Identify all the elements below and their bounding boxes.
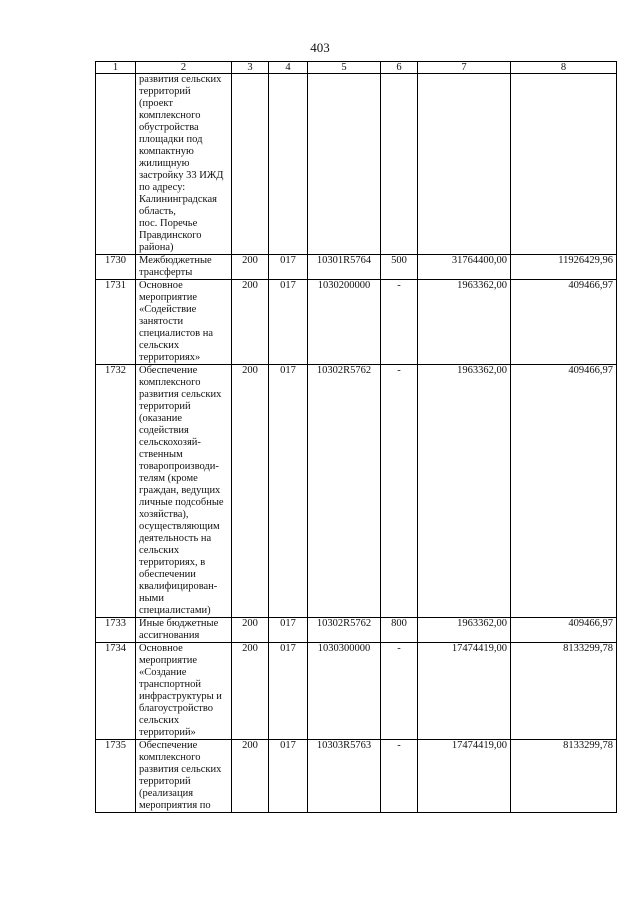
row-description: Основное мероприятие «Содействие занятости специалистов на сельских территориях» — [136, 280, 232, 365]
amount-actual: 409466,97 — [511, 280, 617, 365]
target-code: 10301R5764 — [308, 255, 381, 280]
col3-code: 200 — [232, 255, 269, 280]
row-number: 1733 — [96, 618, 136, 643]
header-row — [96, 62, 617, 74]
expense-type: - — [381, 365, 418, 618]
table-row — [96, 643, 617, 740]
row-description: развития сельских территорий (проект комплексного обустройства площадки под компактную жилищную застройку 33 ИЖД по адресу: Калининградская область, пос. Поречье Правдинского района) — [136, 74, 232, 255]
row-number: 1734 — [96, 643, 136, 740]
col3-code: 200 — [232, 740, 269, 813]
expense-type: - — [381, 280, 418, 365]
table-row — [96, 365, 617, 618]
column-header-7: 7 — [418, 62, 511, 74]
amount-actual: 409466,97 — [511, 618, 617, 643]
col4-code: 017 — [269, 618, 308, 643]
col3-code: 200 — [232, 280, 269, 365]
col3-code — [232, 74, 269, 255]
row-description: Межбюджетные трансферты — [136, 255, 232, 280]
col3-code: 200 — [232, 365, 269, 618]
column-header-2: 2 — [136, 62, 232, 74]
table-row — [96, 255, 617, 280]
col4-code: 017 — [269, 280, 308, 365]
expense-type: - — [381, 643, 418, 740]
row-description: Основное мероприятие «Создание транспортной инфраструктуры и благоустройство сельских территорий» — [136, 643, 232, 740]
target-code: 10302R5762 — [308, 618, 381, 643]
col4-code: 017 — [269, 365, 308, 618]
amount-plan: 1963362,00 — [418, 618, 511, 643]
column-header-4: 4 — [269, 62, 308, 74]
budget-table — [95, 61, 617, 813]
row-description: Обеспечение комплексного развития сельских территорий (оказание содействия сельскохозяй- ственным товаропроизводи- телям (кроме граждан, ведущих личные подсобные хозяйства), осуществляющим деятельность на сельских территориях, в обеспечении квалифицирован- ными специалистами) — [136, 365, 232, 618]
target-code: 10302R5762 — [308, 365, 381, 618]
row-number: 1731 — [96, 280, 136, 365]
target-code — [308, 74, 381, 255]
amount-actual: 8133299,78 — [511, 643, 617, 740]
column-header-1: 1 — [96, 62, 136, 74]
col4-code: 017 — [269, 255, 308, 280]
column-header-3: 3 — [232, 62, 269, 74]
amount-plan: 1963362,00 — [418, 365, 511, 618]
target-code: 10303R5763 — [308, 740, 381, 813]
row-number: 1730 — [96, 255, 136, 280]
page-number: 403 — [310, 40, 330, 55]
table-row — [96, 618, 617, 643]
amount-plan: 31764400,00 — [418, 255, 511, 280]
amount-plan: 1963362,00 — [418, 280, 511, 365]
expense-type: 800 — [381, 618, 418, 643]
row-description: Обеспечение комплексного развития сельских территорий (реализация мероприятия по — [136, 740, 232, 813]
amount-actual — [511, 74, 617, 255]
col4-code: 017 — [269, 740, 308, 813]
amount-actual: 409466,97 — [511, 365, 617, 618]
amount-plan — [418, 74, 511, 255]
row-number: 1735 — [96, 740, 136, 813]
expense-type — [381, 74, 418, 255]
target-code: 1030200000 — [308, 280, 381, 365]
row-description: Иные бюджетные ассигнования — [136, 618, 232, 643]
column-header-6: 6 — [381, 62, 418, 74]
target-code: 1030300000 — [308, 643, 381, 740]
col3-code: 200 — [232, 618, 269, 643]
amount-actual: 8133299,78 — [511, 740, 617, 813]
amount-plan: 17474419,00 — [418, 740, 511, 813]
row-number: 1732 — [96, 365, 136, 618]
col4-code — [269, 74, 308, 255]
table-row — [96, 74, 617, 255]
table-row — [96, 740, 617, 813]
col4-code: 017 — [269, 643, 308, 740]
expense-type: 500 — [381, 255, 418, 280]
amount-actual: 11926429,96 — [511, 255, 617, 280]
table-row — [96, 280, 617, 365]
column-header-8: 8 — [511, 62, 617, 74]
row-number — [96, 74, 136, 255]
expense-type: - — [381, 740, 418, 813]
col3-code: 200 — [232, 643, 269, 740]
amount-plan: 17474419,00 — [418, 643, 511, 740]
column-header-5: 5 — [308, 62, 381, 74]
